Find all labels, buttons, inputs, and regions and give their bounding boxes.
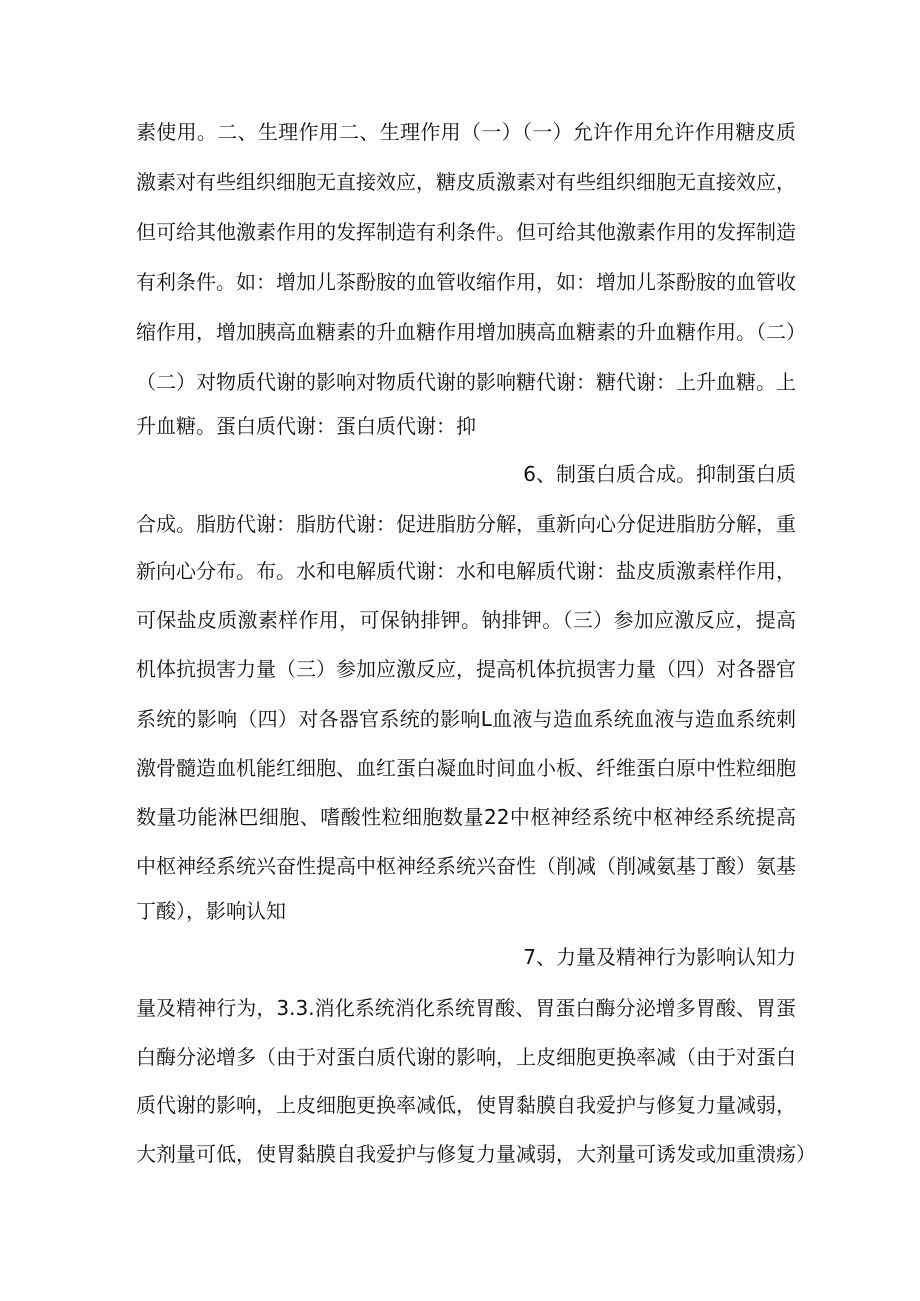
text-line: 激骨髓造血机能红细胞、血红蛋白凝血时间血小板、纤维蛋白原中性粒细胞	[136, 756, 796, 780]
text-line: 数量功能淋巴细胞、嗜酸性粒细胞数量22中枢神经系统中枢神经系统提高	[136, 805, 796, 829]
text-line: 可保盐皮质激素样作用，可保钠排钾。钠排钾。（三）参加应激反应，提高	[136, 608, 796, 632]
text-line: （二）对物质代谢的影响对物质代谢的影响糖代谢：糖代谢：上升血糖。上	[136, 370, 796, 394]
text-line: 机体抗损害力量（三）参加应激反应，提高机体抗损害力量（四）对各器官	[136, 657, 796, 681]
text-line: 中枢神经系统兴奋性提高中枢神经系统兴奋性（削减（削减氨基丁酸）氨基	[136, 854, 796, 878]
text-line: 缩作用，增加胰高血糖素的升血糖作用增加胰高血糖素的升血糖作用。（二）	[136, 320, 806, 344]
numbered-line-7: 7、力量及精神行为影响认知力	[523, 945, 796, 969]
text-line: 素使用。二、生理作用二、生理作用（一）（一）允许作用允许作用糖皮质	[136, 120, 796, 144]
text-line: 白酶分泌增多（由于对蛋白质代谢的影响，上皮细胞更换率减（由于对蛋白	[136, 1045, 796, 1069]
text-line: 有利条件。如：增加儿茶酚胺的血管收缩作用，如：增加儿茶酚胺的血管收	[136, 270, 796, 294]
text-line: 质代谢的影响，上皮细胞更换率减低，使胃黏膜自我爱护与修复力量减弱，	[136, 1093, 796, 1117]
text-line: 新向心分布。布。水和电解质代谢：水和电解质代谢：盐皮质激素样作用，	[136, 559, 796, 583]
text-line: 但可给其他激素作用的发挥制造有利条件。但可给其他激素作用的发挥制造	[136, 220, 796, 244]
text-line: 量及精神行为，3.3.消化系统消化系统胃酸、胃蛋白酶分泌增多胃酸、胃蛋	[136, 996, 796, 1020]
text-line: 系统的影响（四）对各器官系统的影响L血液与造血系统血液与造血系统刺	[136, 707, 796, 731]
text-line: 激素对有些组织细胞无直接效应，糖皮质激素对有些组织细胞无直接效应，	[136, 170, 796, 194]
text-line: 丁酸），影响认知	[136, 899, 286, 923]
text-line: 升血糖。蛋白质代谢：蛋白质代谢：抑	[136, 414, 476, 438]
numbered-line-6: 6、制蛋白质合成。抑制蛋白质	[523, 462, 796, 486]
text-line: 合成。脂肪代谢：脂肪代谢：促进脂肪分解，重新向心分促进脂肪分解，重	[136, 512, 796, 536]
text-line: 大剂量可低，使胃黏膜自我爱护与修复力量减弱，大剂量可诱发或加重溃疡）	[136, 1142, 816, 1166]
